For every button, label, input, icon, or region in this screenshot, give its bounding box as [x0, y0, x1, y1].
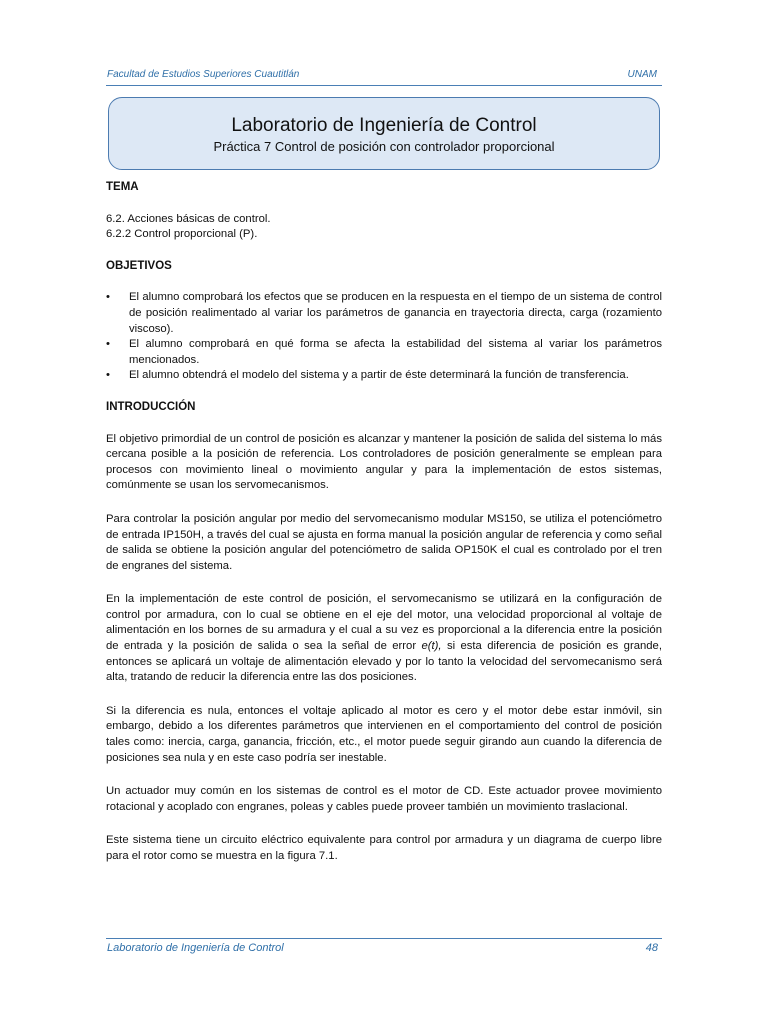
- section-heading-introduccion: INTRODUCCIÓN: [106, 400, 196, 413]
- error-signal: e(t),: [421, 640, 447, 653]
- paragraph: [106, 592, 662, 686]
- header-divider: [106, 85, 662, 86]
- section-heading-objetivos: OBJETIVOS: [106, 259, 172, 272]
- list-item: [106, 337, 662, 368]
- paragraph: Este sistema tiene un circuito eléctrico equivalente para control por armadura y un diagrama de cuerpo libre para el rotor como se muestra en la figura 7.1.: [106, 834, 662, 862]
- paragraph: Un actuador muy común en los sistemas de control es el motor de CD. Este actuador provee movimiento rotacional y acoplado con engranes, poleas y cables puede proveer también un movimiento traslacional.: [106, 785, 662, 813]
- list-item: [106, 368, 662, 384]
- page-number: 48: [645, 942, 658, 954]
- list-item: [106, 290, 662, 337]
- paragraph-text: si esta diferencia de posición es grande, entonces se aplicará un voltaje de alimentación elevado y por lo tanto la velocidad del servomecanismo será alta, tratando de reducir la diferencia entre las dos posiciones.: [106, 640, 662, 684]
- bullet-icon: •: [106, 369, 110, 382]
- header-university: UNAM: [627, 69, 657, 80]
- objetivo-text: El alumno comprobará los efectos que se producen en la respuesta en el tiempo de un sistema de control de posición realimentado al variar los parámetros de ganancia en trayectoria directa, carga (rozamiento viscoso).: [129, 291, 662, 335]
- bullet-icon: •: [106, 338, 110, 351]
- objetivo-text: El alumno obtendrá el modelo del sistema y a partir de éste determinará la función de transferencia.: [129, 369, 629, 382]
- tema-line: 6.2.2 Control proporcional (P).: [106, 228, 258, 241]
- document-subtitle: Práctica 7 Control de posición con controlador proporcional: [213, 139, 555, 154]
- paragraph: Si la diferencia es nula, entonces el voltaje aplicado al motor es cero y el motor debe estar inmóvil, sin embargo, debido a los diferentes parámetros que intervienen en el comportamiento del control de posición tales como: inercia, carga, ganancia, fricción, etc., el motor puede seguir girando aun cuando la diferencia de posiciones sea nula y en este caso podría ser inestable.: [106, 704, 662, 764]
- bullet-icon: •: [106, 291, 110, 304]
- paragraph-text: En la implementación de este control de posición, el servomecanismo se utilizará en la configuración de control por armadura, con lo cual se obtiene en el eje del motor, una velocidad proporcional al voltaje de alimentación en los bornes de su armadura y el cual a su vez es proporcional a la diferencia entre la posición de entrada y la posición de salida o sea la señal de error: [106, 593, 662, 653]
- objetivos-list: [106, 290, 662, 384]
- tema-line: 6.2. Acciones básicas de control.: [106, 212, 271, 225]
- title-box: [108, 97, 660, 170]
- paragraph: Para controlar la posición angular por medio del servomecanismo modular MS150, se utiliza el potenciómetro de entrada IP150H, a través del cual se ajusta en forma manual la posición angular de referencia y como señal de salida se obtiene la posición angular del potenciómetro de salida OP150K el cual es controlado por el tren de engranes del sistema.: [106, 512, 662, 572]
- section-heading-tema: TEMA: [106, 181, 139, 193]
- objetivo-text: El alumno comprobará en qué forma se afecta la estabilidad del sistema al variar los parámetros mencionados.: [129, 338, 662, 366]
- document-body: [106, 180, 662, 865]
- document-title: Laboratorio de Ingeniería de Control: [231, 115, 537, 136]
- header-institution: Facultad de Estudios Superiores Cuautitlán: [107, 69, 300, 80]
- footer-divider: [106, 938, 662, 939]
- paragraph: El objetivo primordial de un control de posición es alcanzar y mantener la posición de salida del sistema lo más cercana posible a la posición de referencia. Los controladores de posición generalmente se emplean para procesos con movimiento lineal o movimiento angular y para la implementación de estos sistemas, comúnmente se usan los servomecanismos.: [106, 432, 662, 492]
- footer-title: Laboratorio de Ingeniería de Control: [107, 942, 284, 954]
